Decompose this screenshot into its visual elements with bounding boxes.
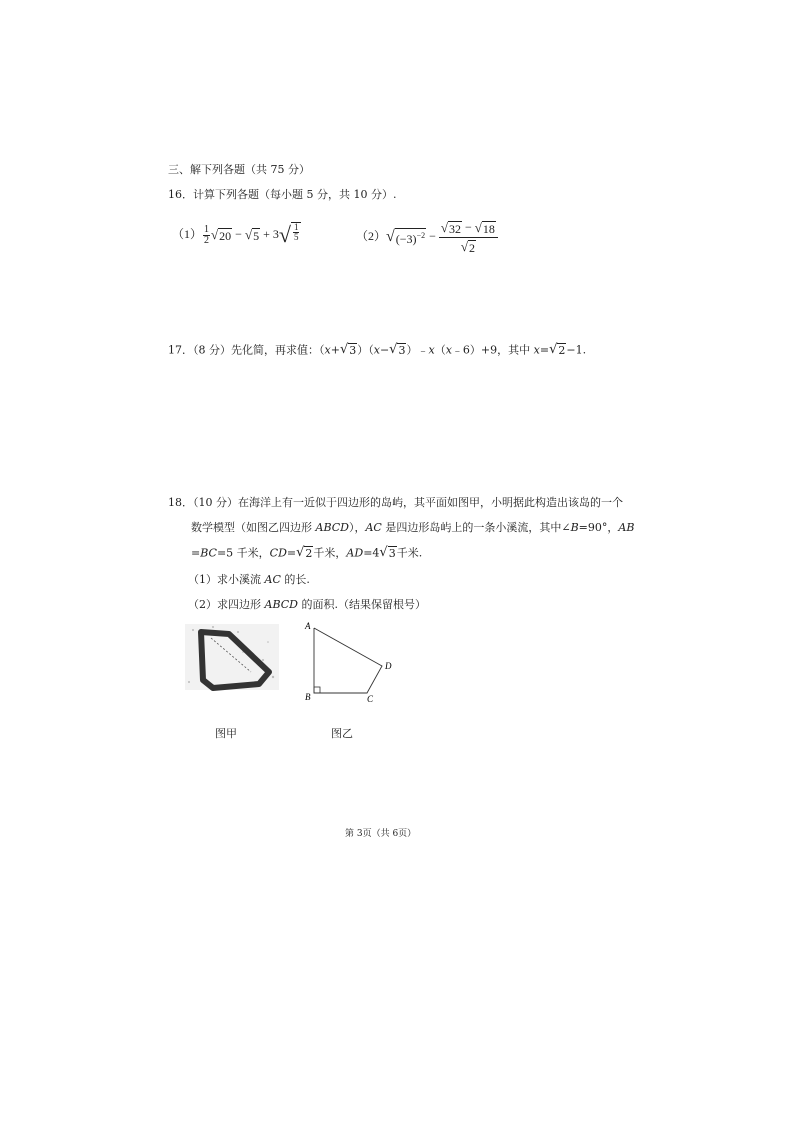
radical-fraction: √ 32 − √ 18 √ 2 [439, 220, 498, 255]
question-18-sub-2: （2）求四边形 ABCD 的面积.（结果保留根号） [188, 598, 426, 611]
point-a: A [305, 621, 311, 631]
question-16-part-1: （1） $\frac{1}{2}$ √ 20 − √ 5 + 3 √ $\frac{1}{5}$ [172, 222, 301, 248]
question-17: 17．（8 分）先化简，再求值：（x+ √ 3 ）（x− √ 3 ）﹣x（x﹣6）+9，其中 x= √ 2 −1. [168, 342, 587, 357]
sqrt-one-fifth: √ $\frac{1}{5}$ [279, 222, 302, 248]
point-c: C [367, 694, 374, 704]
island-photo-figure [183, 622, 283, 694]
question-18-line-3: =BC=5 千米，CD= √ 2 千米，AD=4 √ 3 千米. [191, 545, 423, 560]
quadrilateral-figure [300, 618, 400, 704]
figure-2-caption: 图乙 [331, 727, 353, 740]
question-18-sub-1: （1）求小溪流 AC 的长. [188, 573, 310, 586]
sqrt-neg3-power: √ $(-3)^{-2}$ [386, 228, 426, 247]
sqrt-5: √ 5 [244, 226, 260, 243]
sqrt-20: √ 20 [211, 226, 232, 243]
figure-1-caption: 图甲 [215, 727, 237, 740]
fraction-half: $\frac{1}{2}$ [204, 223, 210, 246]
question-18-line-2: 数学模型（如图乙四边形 ABCD），AC 是四边形岛屿上的一条小溪流，其中∠B=90°，AB [191, 521, 635, 534]
part-1-label: （1） [172, 226, 203, 241]
question-18-line-1: 18．（10 分）在海洋上有一近似于四边形的岛屿，其平面如图甲，小明据此构造出该岛的一个 [168, 496, 623, 509]
question-16-part-2: （2） √ $(-3)^{-2}$ − √ 32 − √ 18 √ 2 [356, 220, 498, 255]
point-b: B [305, 692, 311, 702]
question-16-stem: 16．计算下列各题（每小题 5 分，共 10 分）. [168, 188, 397, 201]
page-footer: 第 3页（共 6页） [345, 829, 417, 839]
section-title: 三、解下列各题（共 75 分） [168, 163, 310, 176]
point-d: D [385, 661, 392, 671]
part-2-label: （2） [356, 229, 387, 243]
